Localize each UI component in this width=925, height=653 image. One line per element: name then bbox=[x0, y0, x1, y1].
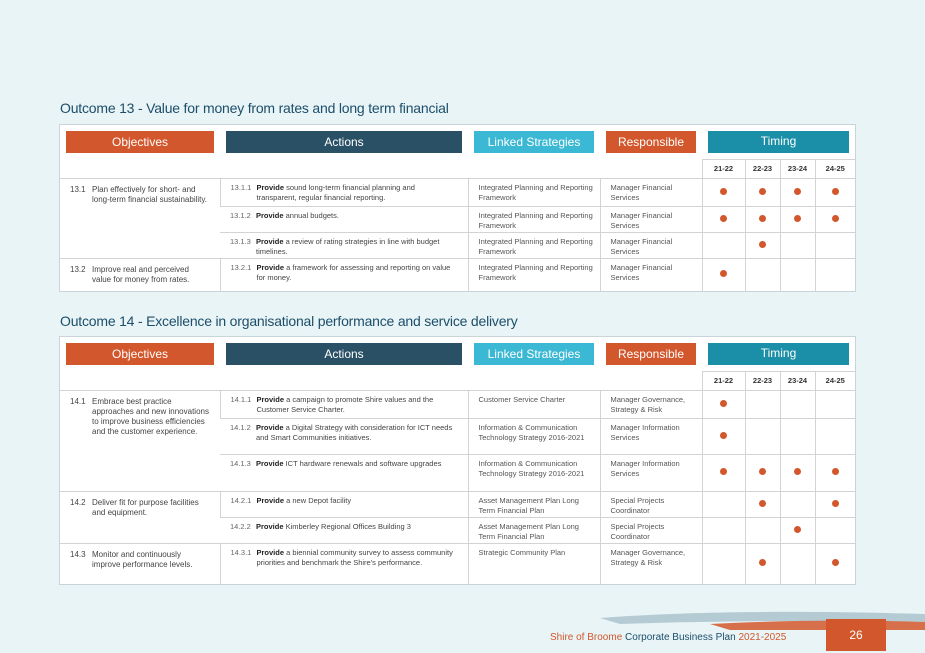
linked-strategies-header: Linked Strategies bbox=[474, 343, 594, 365]
action-13-1-3: 13.1.3 Provide a review of rating strategies in line with budget timelines. bbox=[220, 233, 468, 259]
actions-header: Actions bbox=[226, 343, 462, 365]
action-14-1-1: 14.1.1 Provide a campaign to promote Shire values and the Customer Service Charter. bbox=[220, 391, 468, 419]
objective-14-1: 14.1 Embrace best practice approaches and new innovations to improve business efficiencies and the customer experience. bbox=[60, 391, 220, 492]
objective-13-1: 13.1 Plan effectively for short- and long-term financial sustainability. bbox=[60, 179, 220, 259]
objectives-header: Objectives bbox=[66, 343, 214, 365]
responsible-header: Responsible bbox=[606, 131, 696, 153]
linked-strategy: Integrated Planning and Reporting Framework bbox=[468, 233, 600, 259]
timing-header: Timing bbox=[708, 131, 849, 153]
linked-strategy: Integrated Planning and Reporting Framework bbox=[468, 179, 600, 207]
linked-strategy: Asset Management Plan Long Term Financial Plan bbox=[468, 518, 600, 544]
timing-dot bbox=[720, 188, 727, 195]
timing-dot bbox=[832, 559, 839, 566]
year-header: 24-25 bbox=[815, 372, 855, 391]
responsible-officer: Manager Governance, Strategy & Risk bbox=[600, 544, 702, 584]
action-13-1-1: 13.1.1 Provide sound long-term financial planning and transparent, regular financial reporting. bbox=[220, 179, 468, 207]
timing-dot bbox=[832, 500, 839, 507]
timing-dot bbox=[720, 400, 727, 407]
timing-dot bbox=[759, 215, 766, 222]
actions-header: Actions bbox=[226, 131, 462, 153]
timing-dot bbox=[759, 468, 766, 475]
linked-strategy: Integrated Planning and Reporting Framework bbox=[468, 207, 600, 233]
linked-strategy: Customer Service Charter bbox=[468, 391, 600, 419]
responsible-officer: Manager Financial Services bbox=[600, 207, 702, 233]
timing-dot bbox=[720, 468, 727, 475]
objective-13-2: 13.2 Improve real and perceived value for money from rates. bbox=[60, 259, 220, 291]
timing-dot bbox=[794, 215, 801, 222]
linked-strategy: Information & Communication Technology Strategy 2016-2021 bbox=[468, 419, 600, 455]
timing-dot bbox=[759, 500, 766, 507]
outcome-14-table bbox=[59, 336, 856, 585]
timing-dot bbox=[832, 215, 839, 222]
outcome-13-title: Outcome 13 - Value for money from rates and long term financial bbox=[60, 100, 449, 116]
timing-dot bbox=[794, 468, 801, 475]
timing-dot bbox=[832, 468, 839, 475]
footer-years: 2021-2025 bbox=[735, 632, 787, 643]
timing-dot bbox=[720, 215, 727, 222]
outcome-13-table bbox=[59, 124, 856, 292]
footer-org: Shire of Broome bbox=[550, 632, 626, 643]
linked-strategy: Strategic Community Plan bbox=[468, 544, 600, 584]
action-13-2-1: 13.2.1 Provide a framework for assessing and reporting on value for money. bbox=[220, 259, 468, 291]
action-14-1-2: 14.1.2 Provide a Digital Strategy with consideration for ICT needs and Smart Communities initiatives. bbox=[220, 419, 468, 455]
year-header: 21-22 bbox=[702, 160, 745, 179]
responsible-officer: Manager Governance, Strategy & Risk bbox=[600, 391, 702, 419]
year-header: 22-23 bbox=[745, 372, 780, 391]
responsible-officer: Manager Financial Services bbox=[600, 233, 702, 259]
year-header: 24-25 bbox=[815, 160, 855, 179]
timing-dot bbox=[759, 188, 766, 195]
timing-dot bbox=[759, 241, 766, 248]
page-number: 26 bbox=[826, 619, 886, 651]
timing-dot bbox=[794, 188, 801, 195]
objective-14-3: 14.3 Monitor and continuously improve performance levels. bbox=[60, 544, 220, 584]
linked-strategy: Information & Communication Technology Strategy 2016-2021 bbox=[468, 455, 600, 492]
linked-strategies-header: Linked Strategies bbox=[474, 131, 594, 153]
timing-dot bbox=[794, 526, 801, 533]
footer-text bbox=[550, 632, 786, 643]
objectives-header: Objectives bbox=[66, 131, 214, 153]
outcome-14-title: Outcome 14 - Excellence in organisational performance and service delivery bbox=[60, 313, 518, 329]
action-13-1-2: 13.1.2 Provide annual budgets. bbox=[220, 207, 468, 233]
responsible-officer: Special Projects Coordinator bbox=[600, 518, 702, 544]
action-14-1-3: 14.1.3 Provide ICT hardware renewals and software upgrades bbox=[220, 455, 468, 492]
responsible-officer: Manager Information Services bbox=[600, 455, 702, 492]
responsible-officer: Manager Financial Services bbox=[600, 179, 702, 207]
responsible-officer: Manager Financial Services bbox=[600, 259, 702, 291]
timing-dot bbox=[720, 270, 727, 277]
year-header: 23-24 bbox=[780, 372, 815, 391]
timing-header: Timing bbox=[708, 343, 849, 365]
year-header: 21-22 bbox=[702, 372, 745, 391]
action-14-2-2: 14.2.2 Provide Kimberley Regional Offices Building 3 bbox=[220, 518, 468, 544]
action-14-3-1: 14.3.1 Provide a biennial community survey to assess community priorities and benchmark the Shire's performance. bbox=[220, 544, 468, 584]
footer-doc: Corporate Business Plan bbox=[625, 632, 736, 643]
year-header: 22-23 bbox=[745, 160, 780, 179]
responsible-officer: Manager Information Services bbox=[600, 419, 702, 455]
timing-dot bbox=[759, 559, 766, 566]
timing-dot bbox=[832, 188, 839, 195]
timing-dot bbox=[720, 432, 727, 439]
responsible-officer: Special Projects Coordinator bbox=[600, 492, 702, 518]
objective-14-2: 14.2 Deliver fit for purpose facilities and equipment. bbox=[60, 492, 220, 544]
action-14-2-1: 14.2.1 Provide a new Depot facility bbox=[220, 492, 468, 518]
year-header: 23-24 bbox=[780, 160, 815, 179]
linked-strategy: Integrated Planning and Reporting Framework bbox=[468, 259, 600, 291]
linked-strategy: Asset Management Plan Long Term Financial Plan bbox=[468, 492, 600, 518]
responsible-header: Responsible bbox=[606, 343, 696, 365]
